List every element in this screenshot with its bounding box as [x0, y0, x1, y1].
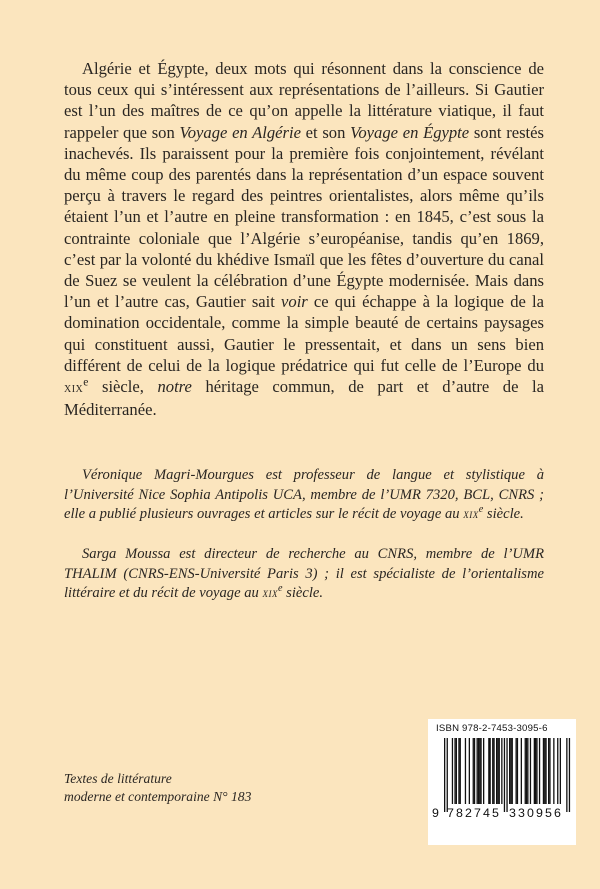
summary-text: et son [300, 122, 351, 142]
back-cover-summary [64, 58, 544, 420]
barcode-right-digits: 330956 [509, 806, 563, 820]
summary-text: ce qui échappe à la logique de la domination occidentale, comme la simple beauté de certains paysages qui constituent aussi, Gautier le pressentait, et dans un sens bien différent de celui de la logique prédatrice qui fut celle de l’Europe du [64, 292, 544, 375]
bio-text: siècle. [282, 585, 324, 602]
author-bio-moussa [64, 545, 544, 604]
isbn-text: ISBN 978-2-7453-3095-6 [436, 723, 548, 734]
century-superscript: e [83, 375, 89, 389]
bio-text: Véronique Magri-Mourgues est professeur de langue et stylistique à l’Université Nice Sophia Antipolis UCA, membre de l’UMR 7320, BCL, CNRS ; elle a publié plusieurs ouvrages et articles sur le récit de voyage au [64, 467, 544, 523]
century-superscript: e [478, 504, 484, 516]
emphasis-voir: voir [281, 292, 308, 312]
title-voyage-egypte: Voyage en Égypte [350, 122, 470, 142]
emphasis-notre: notre [157, 377, 192, 397]
century-numeral: xix [463, 507, 479, 522]
century-superscript: e [277, 583, 283, 595]
summary-text: siècle, [88, 377, 158, 397]
series-number: moderne et contemporaine N° 183 [64, 789, 252, 804]
summary-text: sont restés inachevés. Ils paraissent pour la première fois conjointement, révélant du même coup des parentés dans la représentation d’un espace souvent perçu à travers le regard des peintres orientalistes, alors même qu’ils étaient l’un et l’autre en pleine transformation : en 1845, c’est sous la contrainte coloniale que l’Algérie s’européanise, tandis qu’en 1869, c’est par la volonté du khédive Ismaïl que les fêtes d’ouverture du canal de Suez se veulent la célébration d’une Égypte modernisée. Mais dans l’un et l’autre cas, Gautier sait [64, 122, 544, 312]
barcode-first-digit: 9 [432, 806, 439, 820]
century-numeral: xix [262, 586, 278, 601]
bio-text: Sarga Moussa est directeur de recherche au CNRS, membre de l’UMR THALIM (CNRS-ENS-Université Paris 3) ; il est spécialiste de l’orientalisme littéraire et du récit de voyage au [64, 546, 544, 602]
summary-paragraph [64, 58, 544, 420]
summary-text: héritage commun, de part et d’autre de la Méditerranée. [64, 377, 544, 420]
author-bio-magri-mourgues [64, 466, 544, 525]
series-info [64, 770, 251, 806]
summary-text: Algérie et Égypte, deux mots qui résonnent dans la conscience de tous ceux qui s’intéressent aux représentations de l’ailleurs. Si Gautier est l’un des maîtres de ce qu’on appelle la littérature viatique, il faut rappeler que son [64, 59, 544, 142]
barcode-left-digits: 782745 [447, 806, 501, 820]
series-name: Textes de littérature [64, 771, 172, 786]
barcode-label [428, 719, 576, 845]
bio-text: siècle. [483, 506, 524, 523]
century-numeral: xix [64, 380, 84, 397]
title-voyage-algerie: Voyage en Algérie [179, 122, 301, 142]
